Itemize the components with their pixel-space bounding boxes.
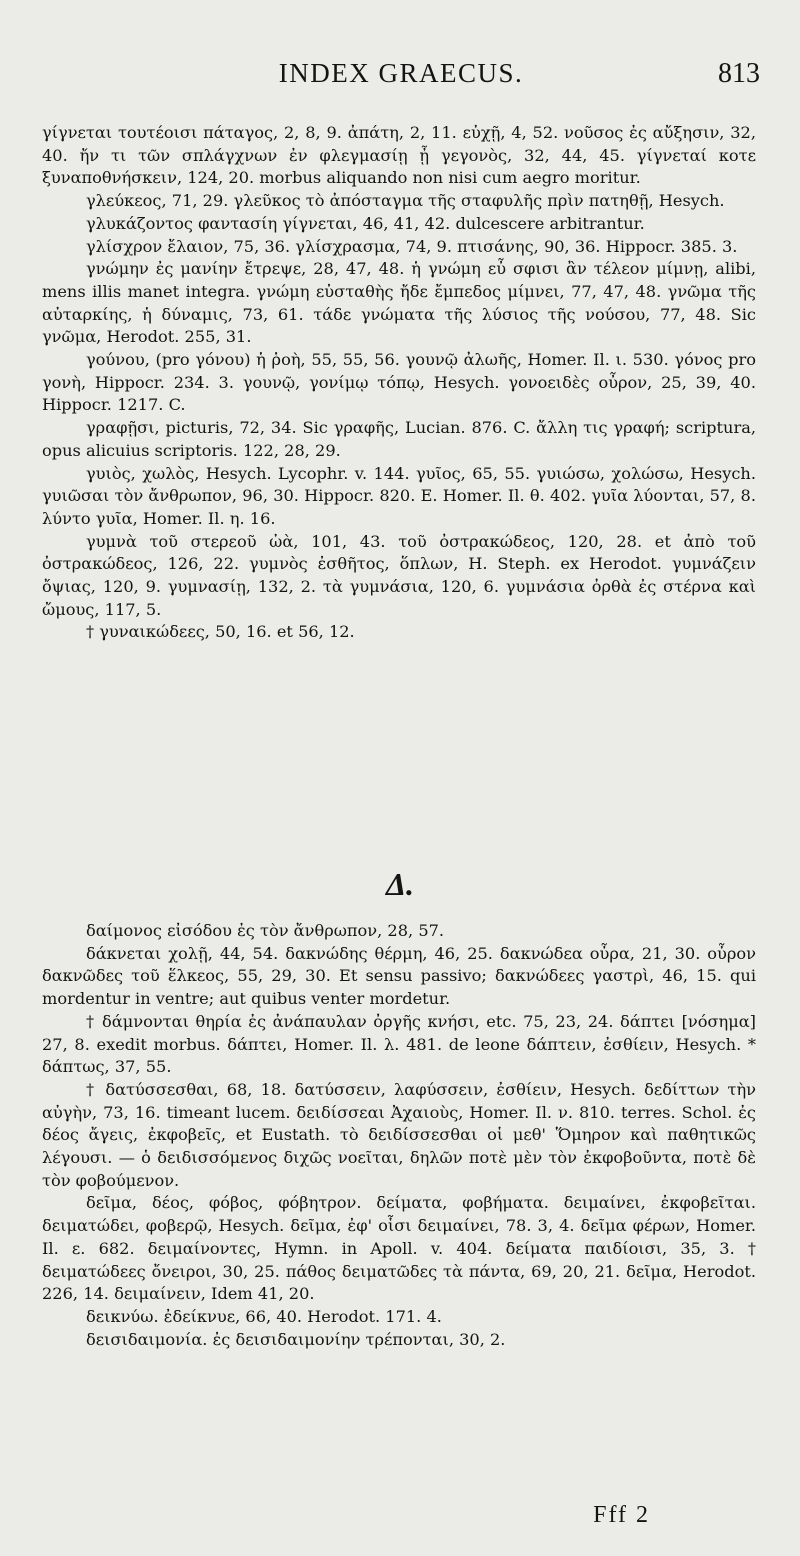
index-entry: † δατύσσεσθαι, 68, 18. δατύσσειν, λαφύσσειν, ἐσθίειν, Hesych. δεδίττων τὴν αὐγὴν, 73, 16. timeant lucem. δειδίσσεαι Ἀχαιοὺς, Homer. Il. ν. 810. terres. Schol. ἐς δέος ἄγεις, ἐκφοβεῖς, et Eustath. τὸ δειδίσσεσθαι οἱ μεθ' Ὅμηρον καὶ παθητικῶς λέγουσι. — ὁ δειδισσόμενος διχῶς νοεῖται, δηλῶν ποτὲ μὲν τὸν ἐκφοβοῦντα, ποτὲ δὲ τὸν φοβούμενον. — [42, 1079, 756, 1190]
page-number: 813 — [718, 58, 760, 89]
index-entry: γνώμην ἐς μανίην ἔτρεψε, 28, 47, 48. ἡ γνώμη εὖ σφισι ἂν τέλεον μίμνῃ, alibi, mens illis manet integra. γνώμη εὐσταθὴς ἤδε ἔμπεδος μίμνει, 77, 47, 48. γνῶμα τῆς αὐταρκίης, ἡ δύναμις, 73, 61. τάδε γνώματα τῆς λύσιος τῆς νούσου, 77, 48. Sic γνῶμα, Herodot. 255, 31. — [42, 259, 756, 347]
index-entry: † γυναικώδεες, 50, 16. et 56, 12. — [86, 622, 355, 642]
running-title: INDEX GRAECUS. — [278, 58, 524, 88]
index-entry: γούνου, (pro γόνου) ἡ ῥοὴ, 55, 55, 56. γουνῷ ἀλωῆς, Homer. Il. ι. 530. γόνος pro γονὴ, Hippocr. 234. 3. γουνῷ, γονίμῳ τόπῳ, Hesych. γονοειδὲς οὖρον, 25, 39, 40. Hippocr. 1217. C. — [42, 350, 756, 415]
index-entry: δεικνύω. ἐδείκνυε, 66, 40. Herodot. 171. 4. — [86, 1306, 442, 1326]
index-entry: γίγνεται τουτέοισι πάταγος, 2, 8, 9. ἀπάτη, 2, 11. εὐχῇ, 4, 52. νοῦσος ἐς αὔξησιν, 32, 40. ἤν τι τῶν σπλάγχνων ἐν φλεγμασίῃ ᾖ γεγονὸς, 32, 44, 45. γίγνεταί κοτε ξυναποθνήσκειν, 124, 20. morbus aliquando non nisi cum aegro moritur. — [42, 123, 756, 188]
index-entry: γλίσχρον ἔλαιον, 75, 36. γλίσχρασμα, 74, 9. πτισάνης, 90, 36. Hippocr. 385. 3. — [86, 236, 738, 256]
index-entry: δεῖμα, δέος, φόβος, φόβητρον. δείματα, φοβήματα. δειμαίνει, ἐκφοβεῖται. δειματώδει, φοβερῷ, Hesych. δεῖμα, ἐφ' οἷσι δειμαίνει, 78. 3, 4. δεῖμα φέρων, Homer. Il. ε. 682. δειμαίνοντες, Hymn. in Apoll. v. 404. δείματα παιδίοισι, 35, 3. † δειματώδεες ὄνειροι, 30, 25. πάθος δειματῶδες τὰ πάντα, 69, 20, 21. δεῖμα, Herodot. 226, 14. δειμαίνειν, Idem 41, 20. — [42, 1193, 756, 1304]
index-entry: γλεύκεος, 71, 29. γλεῦκος τὸ ἀπόσταγμα τῆς σταφυλῆς πρὶν πατηθῇ, Hesych. — [86, 191, 725, 211]
index-entry: γυμνὰ τοῦ στερεοῦ ὠὰ, 101, 43. τοῦ ὀστρακώδεος, 120, 28. et ἀπὸ τοῦ ὀστρακώδεος, 126, 22. γυμνὸς ἐσθῆτος, ὅπλων, H. Steph. ex Herodot. γυμνάζειν ὄψιας, 120, 9. γυμνασίῃ, 132, 2. τὰ γυμνάσια, 120, 6. γυμνάσια ὀρθὰ ἐς στέρνα καὶ ὤμους, 117, 5. — [42, 531, 756, 619]
index-entry: γραφῇσι, picturis, 72, 34. Sic γραφῆς, Lucian. 876. C. ἄλλη τις γραφή; scriptura, opus alicuius scriptoris. 122, 28, 29. — [42, 418, 756, 460]
index-entry: γυιὸς, χωλὸς, Hesych. Lycophr. v. 144. γυῖος, 65, 55. γυιώσω, χολώσω, Hesych. γυιῶσαι τὸν ἄνθρωπον, 96, 30. Hippocr. 820. E. Homer. Il. θ. 402. γυῖα λύονται, 57, 8. λύντο γυῖα, Homer. Il. η. 16. — [42, 463, 756, 528]
index-entry: δαίμονος εἰσόδου ἐς τὸν ἄνθρωπον, 28, 57. — [86, 921, 445, 940]
index-entries-delta — [42, 920, 756, 1351]
index-entry: γλυκάζοντος φαντασίη γίγνεται, 46, 41, 42. dulcescere arbitrantur. — [86, 213, 645, 233]
index-entry: δάκνεται χολῇ, 44, 54. δακνώδης θέρμη, 46, 25. δακνώδεα οὖρα, 21, 30. οὖρον δακνῶδες τοῦ ἕλκεος, 55, 29, 30. Et sensu passivo; δακνώδεες γαστρὶ, 46, 15. qui mordentur in ventre; aut quibus venter mordetur. — [42, 943, 756, 1009]
index-entry: † δάμνονται θηρία ἐς ἀνάπαυλαν ὀργῆς κνήσι, etc. 75, 23, 24. δάπτει [νόσημα] 27, 8. exedit morbus. δάπτει, Homer. Il. λ. 481. de leone δάπτειν, ἐσθίειν, Hesych. * δάπτως, 37, 55. — [42, 1011, 756, 1077]
section-heading-delta: Δ. — [385, 866, 415, 902]
page-header — [42, 58, 760, 92]
printer-signature: Fff 2 — [593, 1502, 650, 1528]
index-entry: δεισιδαιμονία. ἐς δεισιδαιμονίην τρέπονται, 30, 2. — [86, 1329, 506, 1349]
index-entries-gamma — [42, 122, 756, 644]
